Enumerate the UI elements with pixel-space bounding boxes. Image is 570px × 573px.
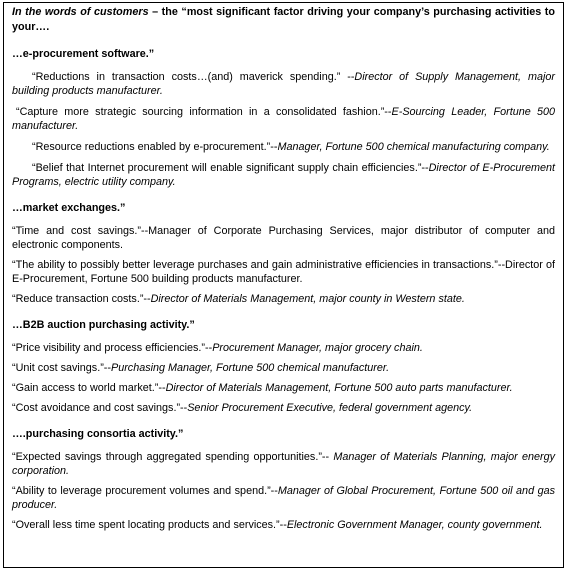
customer-quotes-box [3,2,564,568]
quote-item [12,518,555,532]
section-title: …B2B auction purchasing activity.” [12,319,195,331]
quote-item [12,258,555,286]
quote-attribution: Director of Materials Management, major county in Western state. [150,293,465,305]
quote-text: “Reductions in transaction costs…(and) maverick spending.” -- [32,71,355,83]
quote-item [12,224,555,252]
quote-item [12,484,555,512]
section-title: ….purchasing consortia activity.” [12,428,184,440]
quote-text: “Cost avoidance and cost savings.”-- [12,402,188,414]
heading-text: – the “most significant factor driving your company’s purchasing activities to your…. [12,6,555,33]
quote-item [12,140,555,154]
quote-text: “Overall less time spent locating products and services.”-- [12,519,287,531]
quote-item [12,450,555,478]
section-purchasing-consortia [12,427,555,532]
quote-attribution: Electronic Government Manager, county government. [286,519,543,531]
quote-attribution: E-Sourcing Leader, Fortune 500 manufacturer. [12,106,556,132]
quote-text: “Price visibility and process efficiencies.”-- [12,342,213,354]
quote-item [12,105,555,133]
quote-item [12,292,555,306]
quote-attribution: Manager of Materials Planning, major energy corporation. [12,451,556,477]
quote-text: “Gain access to world market.”-- [12,382,166,394]
quote-item [12,361,555,375]
quote-text: “Capture more strategic sourcing information in a consolidated fashion.”-- [16,106,392,118]
quote-text: “The ability to possibly better leverage purchases and gain administrative efficiencies in transactions.”--Director of E-Procurement, Fortune 500 building products manufacturer. [12,259,555,285]
section-e-procurement [12,47,555,189]
quote-item [12,341,555,355]
quote-item [12,401,555,415]
box-heading [12,5,555,35]
quote-attribution: Senior Procurement Executive, federal government agency. [187,402,473,414]
section-title: …market exchanges.” [12,202,126,214]
quote-attribution: Director of E-Procurement Programs, electric utility company. [12,162,555,188]
quote-text: “Time and cost savings.”--Manager of Corporate Purchasing Services, major distributor of computer and electronic components. [12,225,555,251]
quote-attribution: Manager, Fortune 500 chemical manufacturing company. [277,141,550,153]
quote-attribution: Purchasing Manager, Fortune 500 chemical manufacturer. [111,362,390,374]
quote-text: “Resource reductions enabled by e-procurement.”-- [32,141,278,153]
quote-text: “Expected savings through aggregated spending opportunities.”-- [12,451,334,463]
section-title: …e-procurement software.” [12,48,155,60]
quote-text: “Belief that Internet procurement will enable significant supply chain efficiencies.”-- [32,162,429,174]
quote-text: “Reduce transaction costs.”-- [12,293,151,305]
quote-text: “Ability to leverage procurement volumes and spend.”-- [12,485,278,497]
heading-intro: In the words of customers [12,6,149,18]
quote-item [12,381,555,395]
quote-item [12,70,555,98]
section-b2b-auction [12,318,555,415]
section-market-exchanges [12,201,555,306]
quote-item [12,161,555,189]
quote-attribution: Procurement Manager, major grocery chain. [212,342,423,354]
quote-text: “Unit cost savings.”-- [12,362,111,374]
quote-attribution: Director of Materials Management, Fortune 500 auto parts manufacturer. [165,382,513,394]
quote-attribution: Director of Supply Management, major building products manufacturer. [12,71,555,97]
quote-attribution: Manager of Global Procurement, Fortune 500 oil and gas producer. [12,485,555,511]
